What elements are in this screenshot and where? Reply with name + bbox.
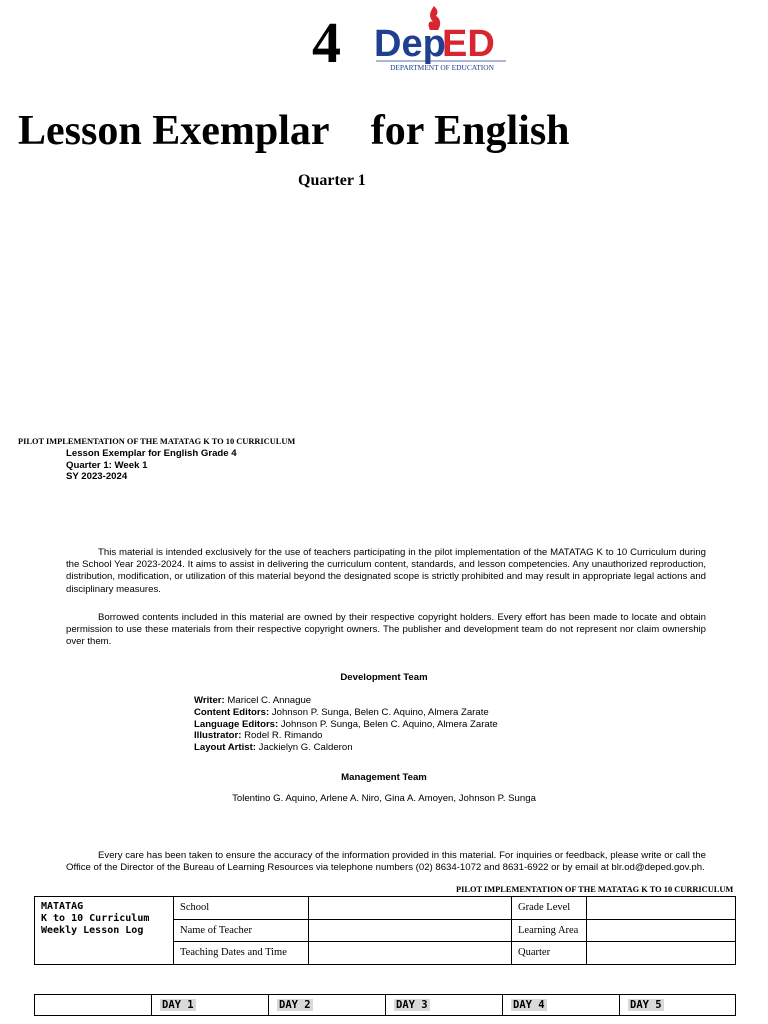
grade-level-value[interactable] — [587, 897, 736, 920]
quarter-field-value[interactable] — [587, 942, 736, 965]
quarter-field-label: Quarter — [512, 942, 587, 965]
learning-area-label: Learning Area — [512, 919, 587, 942]
credit-content-editors: Content Editors: Johnson P. Sunga, Belen C. Aquino, Almera Zarate — [194, 707, 489, 718]
day-5-header: DAY 5 — [620, 995, 736, 1016]
pilot-implementation-footer: PILOT IMPLEMENTATION OF THE MATATAG K TO 10 CURRICULUM — [456, 885, 734, 894]
credit-writer: Writer: Maricel C. Annague — [194, 695, 312, 706]
grade-number: 4 — [312, 10, 341, 75]
teacher-name-label: Name of Teacher — [174, 919, 309, 942]
management-team-members: Tolentino G. Aquino, Arlene A. Niro, Gina A. Amoyen, Johnson P. Sunga — [232, 793, 536, 804]
quarter-label: Quarter 1 — [298, 172, 366, 189]
days-blank-cell — [35, 995, 152, 1016]
deped-logo — [372, 4, 512, 74]
weekly-lesson-log-table — [34, 896, 736, 965]
credit-language-editors: Language Editors: Johnson P. Sunga, Belen C. Aquino, Almera Zarate — [194, 719, 498, 730]
logo-subtitle: DEPARTMENT OF EDUCATION — [390, 63, 494, 72]
development-team-heading: Development Team — [340, 672, 428, 683]
day-1-header: DAY 1 — [152, 995, 269, 1016]
lesson-exemplar-line: Lesson Exemplar for English Grade 4 — [66, 448, 237, 459]
usage-paragraph: This material is intended exclusively for the use of teachers participating in the pilot implementation of the MATATAG K to 10 Curriculum during the School Year 2023-2024. It aims to assist in delivering the curriculum content, standards, and lesson competencies. Any unauthorized reproduction, distribution, modification, or utilization of this material beyond the designated scope is strictly prohibited and may result in appropriate legal actions and disciplinary measures. — [66, 547, 706, 595]
school-year-line: SY 2023-2024 — [66, 471, 128, 482]
copyright-paragraph: Borrowed contents included in this material are owned by their respective copyright holders. Every effort has been made to locate and obtain permission to use these materials from their respective copyright owners. The publisher and development team do not represent nor claim ownership over them. — [66, 612, 706, 648]
day-3-header: DAY 3 — [386, 995, 503, 1016]
school-label: School — [174, 897, 309, 920]
credit-illustrator: Illustrator: Rodel R. Rimando — [194, 730, 323, 741]
quarter-week-line: Quarter 1: Week 1 — [66, 460, 148, 471]
logo-text-ed: ED — [442, 23, 495, 65]
credit-layout-artist: Layout Artist: Jackielyn G. Calderon — [194, 742, 353, 753]
logo-text-dep: Dep — [374, 23, 446, 65]
teaching-dates-value[interactable] — [309, 942, 512, 965]
school-value[interactable] — [309, 897, 512, 920]
pilot-implementation-header: PILOT IMPLEMENTATION OF THE MATATAG K TO 10 CURRICULUM — [18, 437, 296, 446]
page-title: Lesson Exemplar for English — [18, 108, 570, 154]
lesson-log-label: MATATAG K to 10 Curriculum Weekly Lesson Log — [35, 897, 174, 965]
day-4-header: DAY 4 — [503, 995, 620, 1016]
teaching-dates-label: Teaching Dates and Time — [174, 942, 309, 965]
grade-level-label: Grade Level — [512, 897, 587, 920]
days-table — [34, 994, 736, 1016]
learning-area-value[interactable] — [587, 919, 736, 942]
teacher-name-value[interactable] — [309, 919, 512, 942]
management-team-heading: Management Team — [341, 772, 427, 783]
day-2-header: DAY 2 — [269, 995, 386, 1016]
closing-paragraph: Every care has been taken to ensure the accuracy of the information provided in this material. For inquiries or feedback, please write or call the Office of the Director of the Bureau of Learning Resources via telephone numbers (02) 8634-1072 and 8631-6922 or by email at blr.od@deped.gov.ph. — [66, 850, 706, 874]
